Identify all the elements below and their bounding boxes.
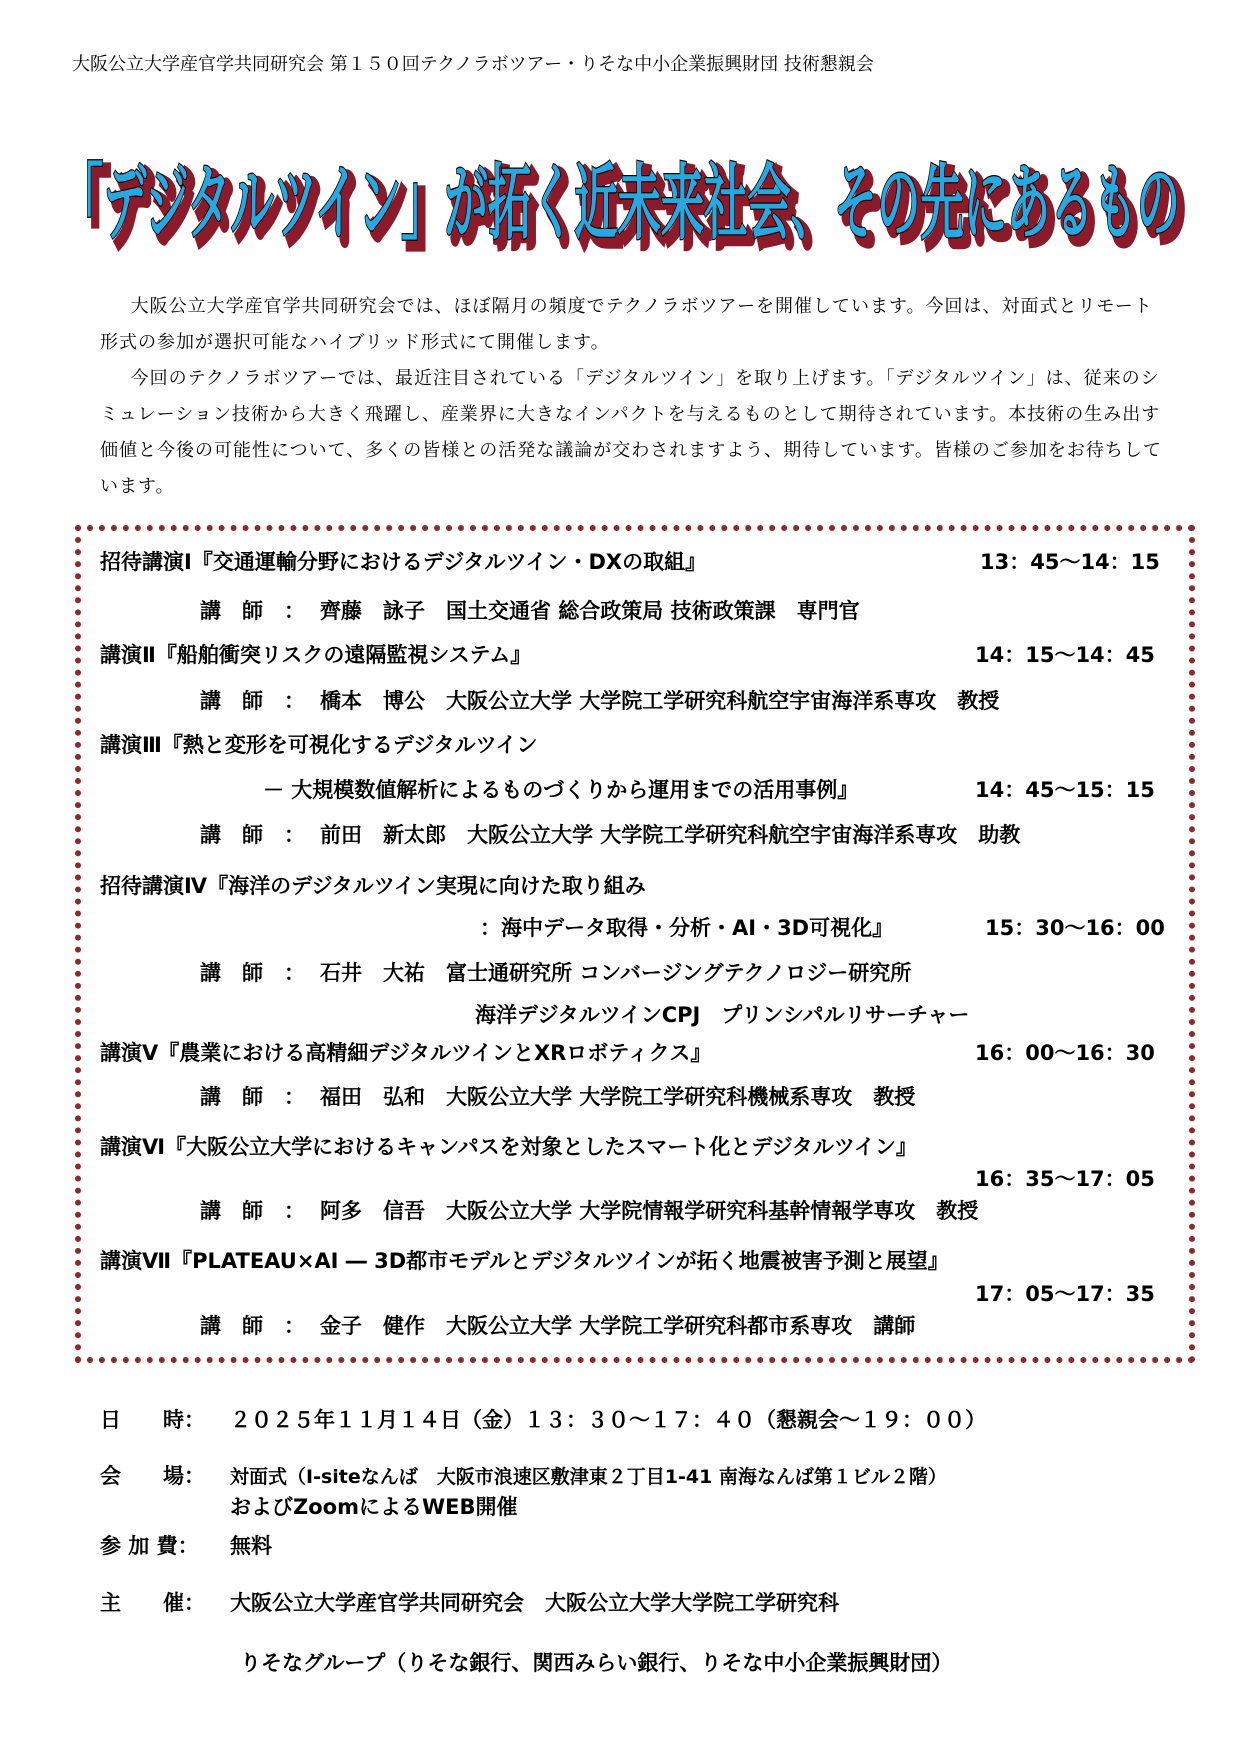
- host-group: りそなグループ（りそな銀行、関西みらい銀行、りそな中小企業振興財団）: [240, 1651, 953, 1675]
- lecture-1-time: 13：45～14：15: [980, 550, 1160, 574]
- lecture-3-time: 14：45～15：15: [975, 778, 1155, 802]
- lecture-4-subtitle: ：海中データ取得・分析・AI・3D可視化』: [480, 916, 894, 940]
- speaker-name: 前田 新太郎 大阪公立大学 大学院工学研究科航空宇宙海洋系専攻 助教: [320, 823, 1021, 847]
- speaker-label: 講 師 ：: [200, 599, 305, 623]
- speaker-name: 橋本 博公 大阪公立大学 大学院工学研究科航空宇宙海洋系専攻 教授: [320, 689, 1000, 713]
- speaker-label: 講 師 ：: [200, 1314, 305, 1338]
- speaker-name: 齊藤 詠子 国土交通省 総合政策局 技術政策課 専門官: [320, 599, 860, 623]
- host-value: 大阪公立大学産官学共同研究会 大阪公立大学大学院工学研究科: [230, 1591, 839, 1615]
- lecture-4-title: 招待講演Ⅳ『海洋のデジタルツイン実現に向けた取り組み: [100, 874, 646, 898]
- event-venue: [100, 1461, 947, 1492]
- lecture-7-title: 講演Ⅶ『PLATEAU×AI ― 3D都市モデルとデジタルツインが拓く地震被害予測と展望』: [100, 1249, 949, 1273]
- lecture-2-time: 14：15～14：45: [975, 643, 1155, 667]
- speaker-label: 講 師 ：: [200, 961, 305, 985]
- lecture-4-time: 15：30～16：00: [985, 916, 1165, 940]
- speaker-label: 講 師 ：: [200, 1085, 305, 1109]
- intro-text: [100, 289, 1170, 505]
- date-label: 日 時：: [100, 1408, 205, 1432]
- lecture-3-subtitle: － 大規模数値解析によるものづくりから運用までの活用事例』: [263, 778, 859, 802]
- venue-online: およびZoomによるWEB開催: [230, 1495, 518, 1519]
- host-label: 主 催：: [100, 1591, 205, 1615]
- lecture-5-title: 講演Ⅴ『農業における高精細デジタルツインとXRロボティクス』: [100, 1041, 712, 1065]
- event-date: [100, 1405, 986, 1435]
- lecture-6-time: 16：35～17：05: [975, 1167, 1155, 1191]
- event-header: 大阪公立大学産官学共同研究会 第１５０回テクノラボツアー・りそな中小企業振興財団 技術懇親会: [72, 54, 874, 75]
- event-fee: [100, 1531, 272, 1561]
- intro-paragraph-2: 今回のテクノラボツアーでは、最近注目されている「デジタルツイン」を取り上げます。「デジタルツイン」は、従来のシミュレーション技術から大きく飛躍し、産業界に大きなインパクトを与えるものとして期待されています。本技術の生み出す価値と今後の可能性について、多くの皆様との活発な議論が交わされますよう、期待しています。皆様のご参加をお待ちしています。: [100, 368, 1162, 497]
- speaker-name: 石井 大祐 富士通研究所 コンバージングテクノロジー研究所: [320, 961, 912, 985]
- lecture-5-time: 16：00～16：30: [975, 1041, 1155, 1065]
- lecture-4-speaker-affiliation: 海洋デジタルツインCPJ プリンシパルリサーチャー: [475, 1003, 970, 1027]
- fee-value: 無料: [230, 1534, 272, 1558]
- intro-paragraph-1: 大阪公立大学産官学共同研究会では、ほぼ隔月の頻度でテクノラボツアーを開催しています。今回は、対面式とリモート形式の参加が選択可能なハイブリッド形式にて開催します。: [100, 296, 1153, 353]
- speaker-name: 福田 弘和 大阪公立大学 大学院工学研究科機械系専攻 教授: [320, 1085, 916, 1109]
- lecture-7-time: 17：05～17：35: [975, 1282, 1155, 1306]
- speaker-label: 講 師 ：: [200, 689, 305, 713]
- date-value: ２０２５年１１月１４日（金）１３：３０～１７：４０（懇親会～１９：００）: [230, 1408, 986, 1432]
- venue-label: 会 場：: [100, 1464, 205, 1488]
- main-title: [40, 95, 1210, 285]
- lecture-3-title: 講演Ⅲ『熱と変形を可視化するデジタルツイン: [100, 733, 538, 757]
- title-text: 「デジタルツイン」が拓く近未来社会、その先にあるもの: [60, 156, 1180, 251]
- lecture-1-speaker: [200, 596, 860, 626]
- lecture-6-title: 講演Ⅵ『大阪公立大学におけるキャンパスを対象としたスマート化とデジタルツイン』: [100, 1135, 917, 1159]
- lecture-7-speaker: [200, 1311, 915, 1341]
- lecture-1-title: 招待講演Ⅰ『交通運輸分野におけるデジタルツイン・DXの取組』: [100, 550, 707, 574]
- lecture-6-speaker: [200, 1196, 978, 1226]
- speaker-label: 講 師 ：: [200, 823, 305, 847]
- speaker-name: 阿多 信吾 大阪公立大学 大学院情報学研究科基幹情報学専攻 教授: [320, 1199, 979, 1223]
- lecture-4-speaker: [200, 958, 911, 988]
- lecture-2-title: 講演Ⅱ『船舶衝突リスクの遠隔監視システム』: [100, 643, 532, 667]
- lecture-3-speaker: [200, 820, 1020, 850]
- lecture-2-speaker: [200, 686, 999, 716]
- title-shadow: 「デジタルツイン」が拓く近未来社会、その先にあるもの: [66, 163, 1186, 258]
- lecture-5-speaker: [200, 1082, 915, 1112]
- fee-label: 参 加 費：: [100, 1534, 199, 1558]
- speaker-label: 講 師 ：: [200, 1199, 305, 1223]
- speaker-name: 金子 健作 大阪公立大学 大学院工学研究科都市系専攻 講師: [320, 1314, 916, 1338]
- venue-value: 対面式（I-siteなんば 大阪市浪速区敷津東２丁目1-41 南海なんば第１ビル２階）: [230, 1466, 947, 1488]
- event-host: [100, 1588, 839, 1618]
